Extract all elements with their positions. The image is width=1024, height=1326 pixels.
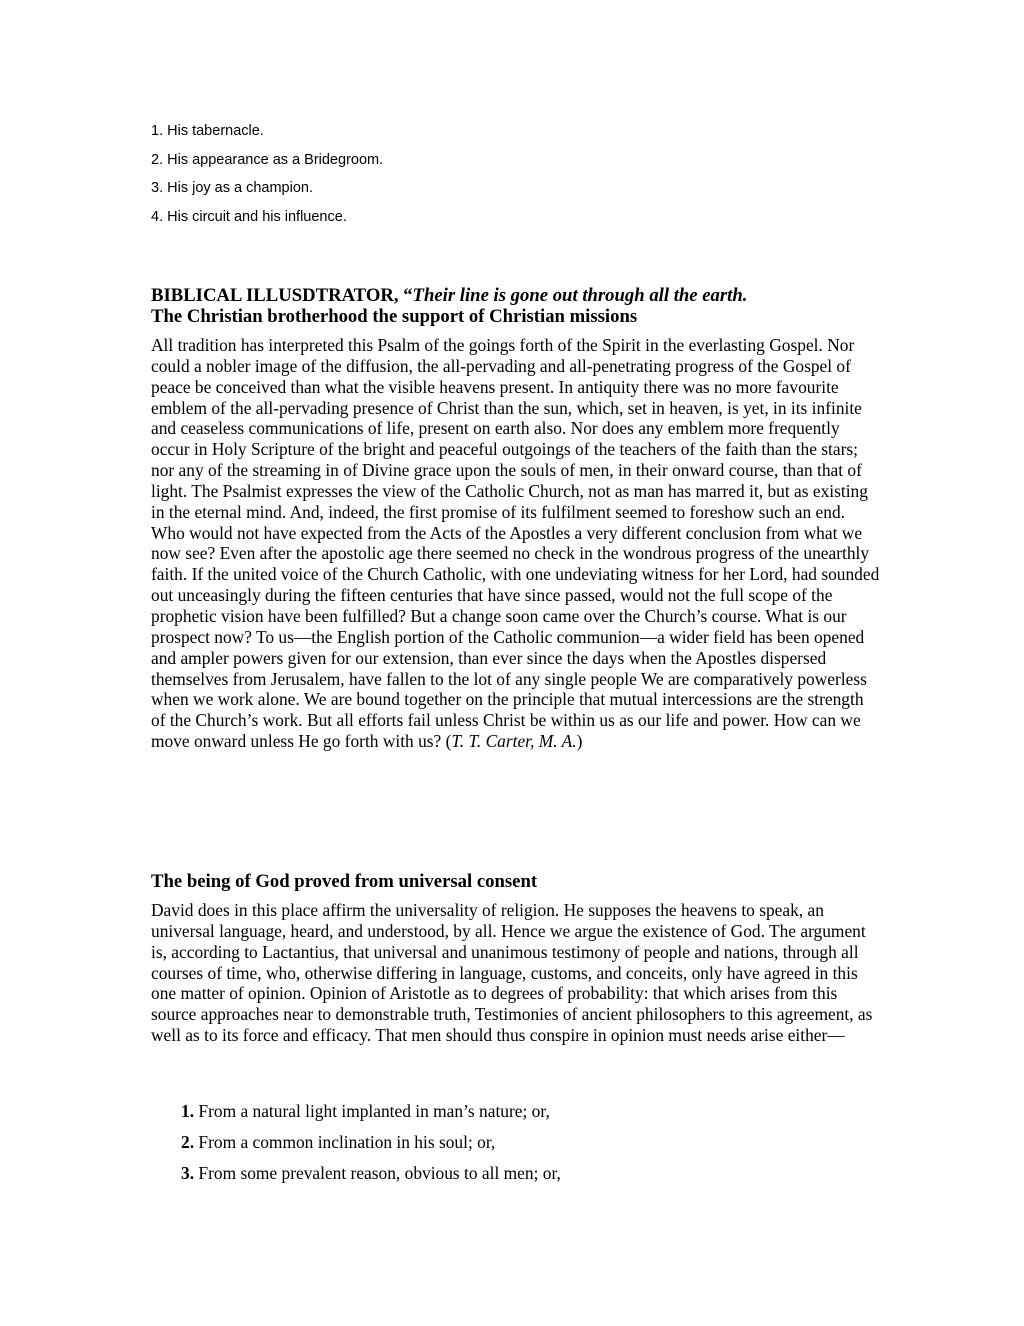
section-heading: The being of God proved from universal consent	[151, 871, 538, 892]
body-text: All tradition has interpreted this Psalm of the goings forth of the Spirit in the everlasting Gospel. Nor could a nobler image of the diffusion, the all-pervading and all-penetrating progress of the Gospel of peace be conceived than what the visible heavens present. In antiquity there was no more favourite emblem of the all-pervading presence of Christ than the sun, which, set in heaven, is yet, in its infinite and ceaseless communications of life, present on earth also. Nor does any emblem more frequently occur in Holy Scripture of the bright and peaceful outgoings of the teachers of the faith than the stars; nor any of the streaming in of Divine grace upon the souls of men, in their onward course, than that of light. The Psalmist expresses the view of the Catholic Church, not as man has marred it, but as existing in the eternal mind. And, indeed, the first promise of its fulfilment seemed to foreshow such an end. Who would not have expected from the Acts of the Apostles a very different conclusion from what we now see? Even after the apostolic age there seemed no check in the wondrous progress of the unearthly faith. If the united voice of the Church Catholic, with one undeviating witness for her Lord, had sounded out unceasingly during the fifteen centuries that have since passed, would not the full scope of the prophetic vision have been fulfilled? But a change soon came over the Church’s course. What is our prospect now? To us—the English portion of the Catholic communion—a wider field has been opened and ampler powers given for our extension, than ever since the days when the Apostles dispersed themselves from Jerusalem, have fallen to the lot of any single people We are comparatively powerless when we work alone. We are bound together on the principle that mutual intercessions are the strength of the Church’s work. But all efforts fail unless Christ be within us as our life and power. How can we move onward unless He go forth with us? (	[151, 335, 880, 752]
citation: T. T. Carter, M. A.	[451, 731, 577, 752]
outline-item: 1. His tabernacle.	[151, 123, 264, 139]
outline-list	[151, 122, 383, 236]
list-number: 2.	[181, 1132, 195, 1152]
list-text: From a natural light implanted in man’s nature; or,	[198, 1101, 550, 1121]
numbered-list	[181, 1101, 561, 1194]
outline-item: 3. His joy as a champion.	[151, 180, 313, 196]
list-number: 1.	[181, 1101, 195, 1121]
heading-source: BIBLICAL ILLUSDTRATOR, “	[151, 285, 413, 306]
section-body	[151, 335, 881, 752]
list-item	[181, 1132, 561, 1153]
list-item	[181, 1101, 561, 1122]
section-christian-missions	[151, 285, 881, 752]
outline-item: 4. His circuit and his influence.	[151, 208, 347, 225]
section-body: David does in this place affirm the universality of religion. He supposes the heavens to speak, an universal language, heard, and understood, by all. Hence we argue the existence of God. The argument is, according to Lactantius, that universal and unanimous testimony of people and nations, through all courses of time, who, otherwise differing in language, customs, and conceits, only have agreed in this one matter of opinion. Opinion of Aristotle as to degrees of probability: that which arises from this source approaches near to demonstrable truth, Testimonies of ancient philosophers to this agreement, as well as to its force and efficacy. That men should thus conspire in opinion must needs arise either—	[151, 900, 873, 1046]
heading-quote: Their line is gone out through all the earth.	[412, 285, 748, 306]
list-text: From a common inclination in his soul; or,	[198, 1132, 496, 1152]
section-universal-consent	[151, 871, 881, 1046]
section-heading	[151, 285, 881, 327]
outline-item: 2. His appearance as a Bridegroom.	[151, 151, 384, 168]
list-number: 3.	[181, 1163, 195, 1183]
citation-close: )	[576, 731, 583, 752]
heading-title: The Christian brotherhood the support of Christian missions	[151, 306, 638, 327]
list-item	[181, 1163, 561, 1184]
list-text: From some prevalent reason, obvious to all men; or,	[198, 1163, 561, 1183]
